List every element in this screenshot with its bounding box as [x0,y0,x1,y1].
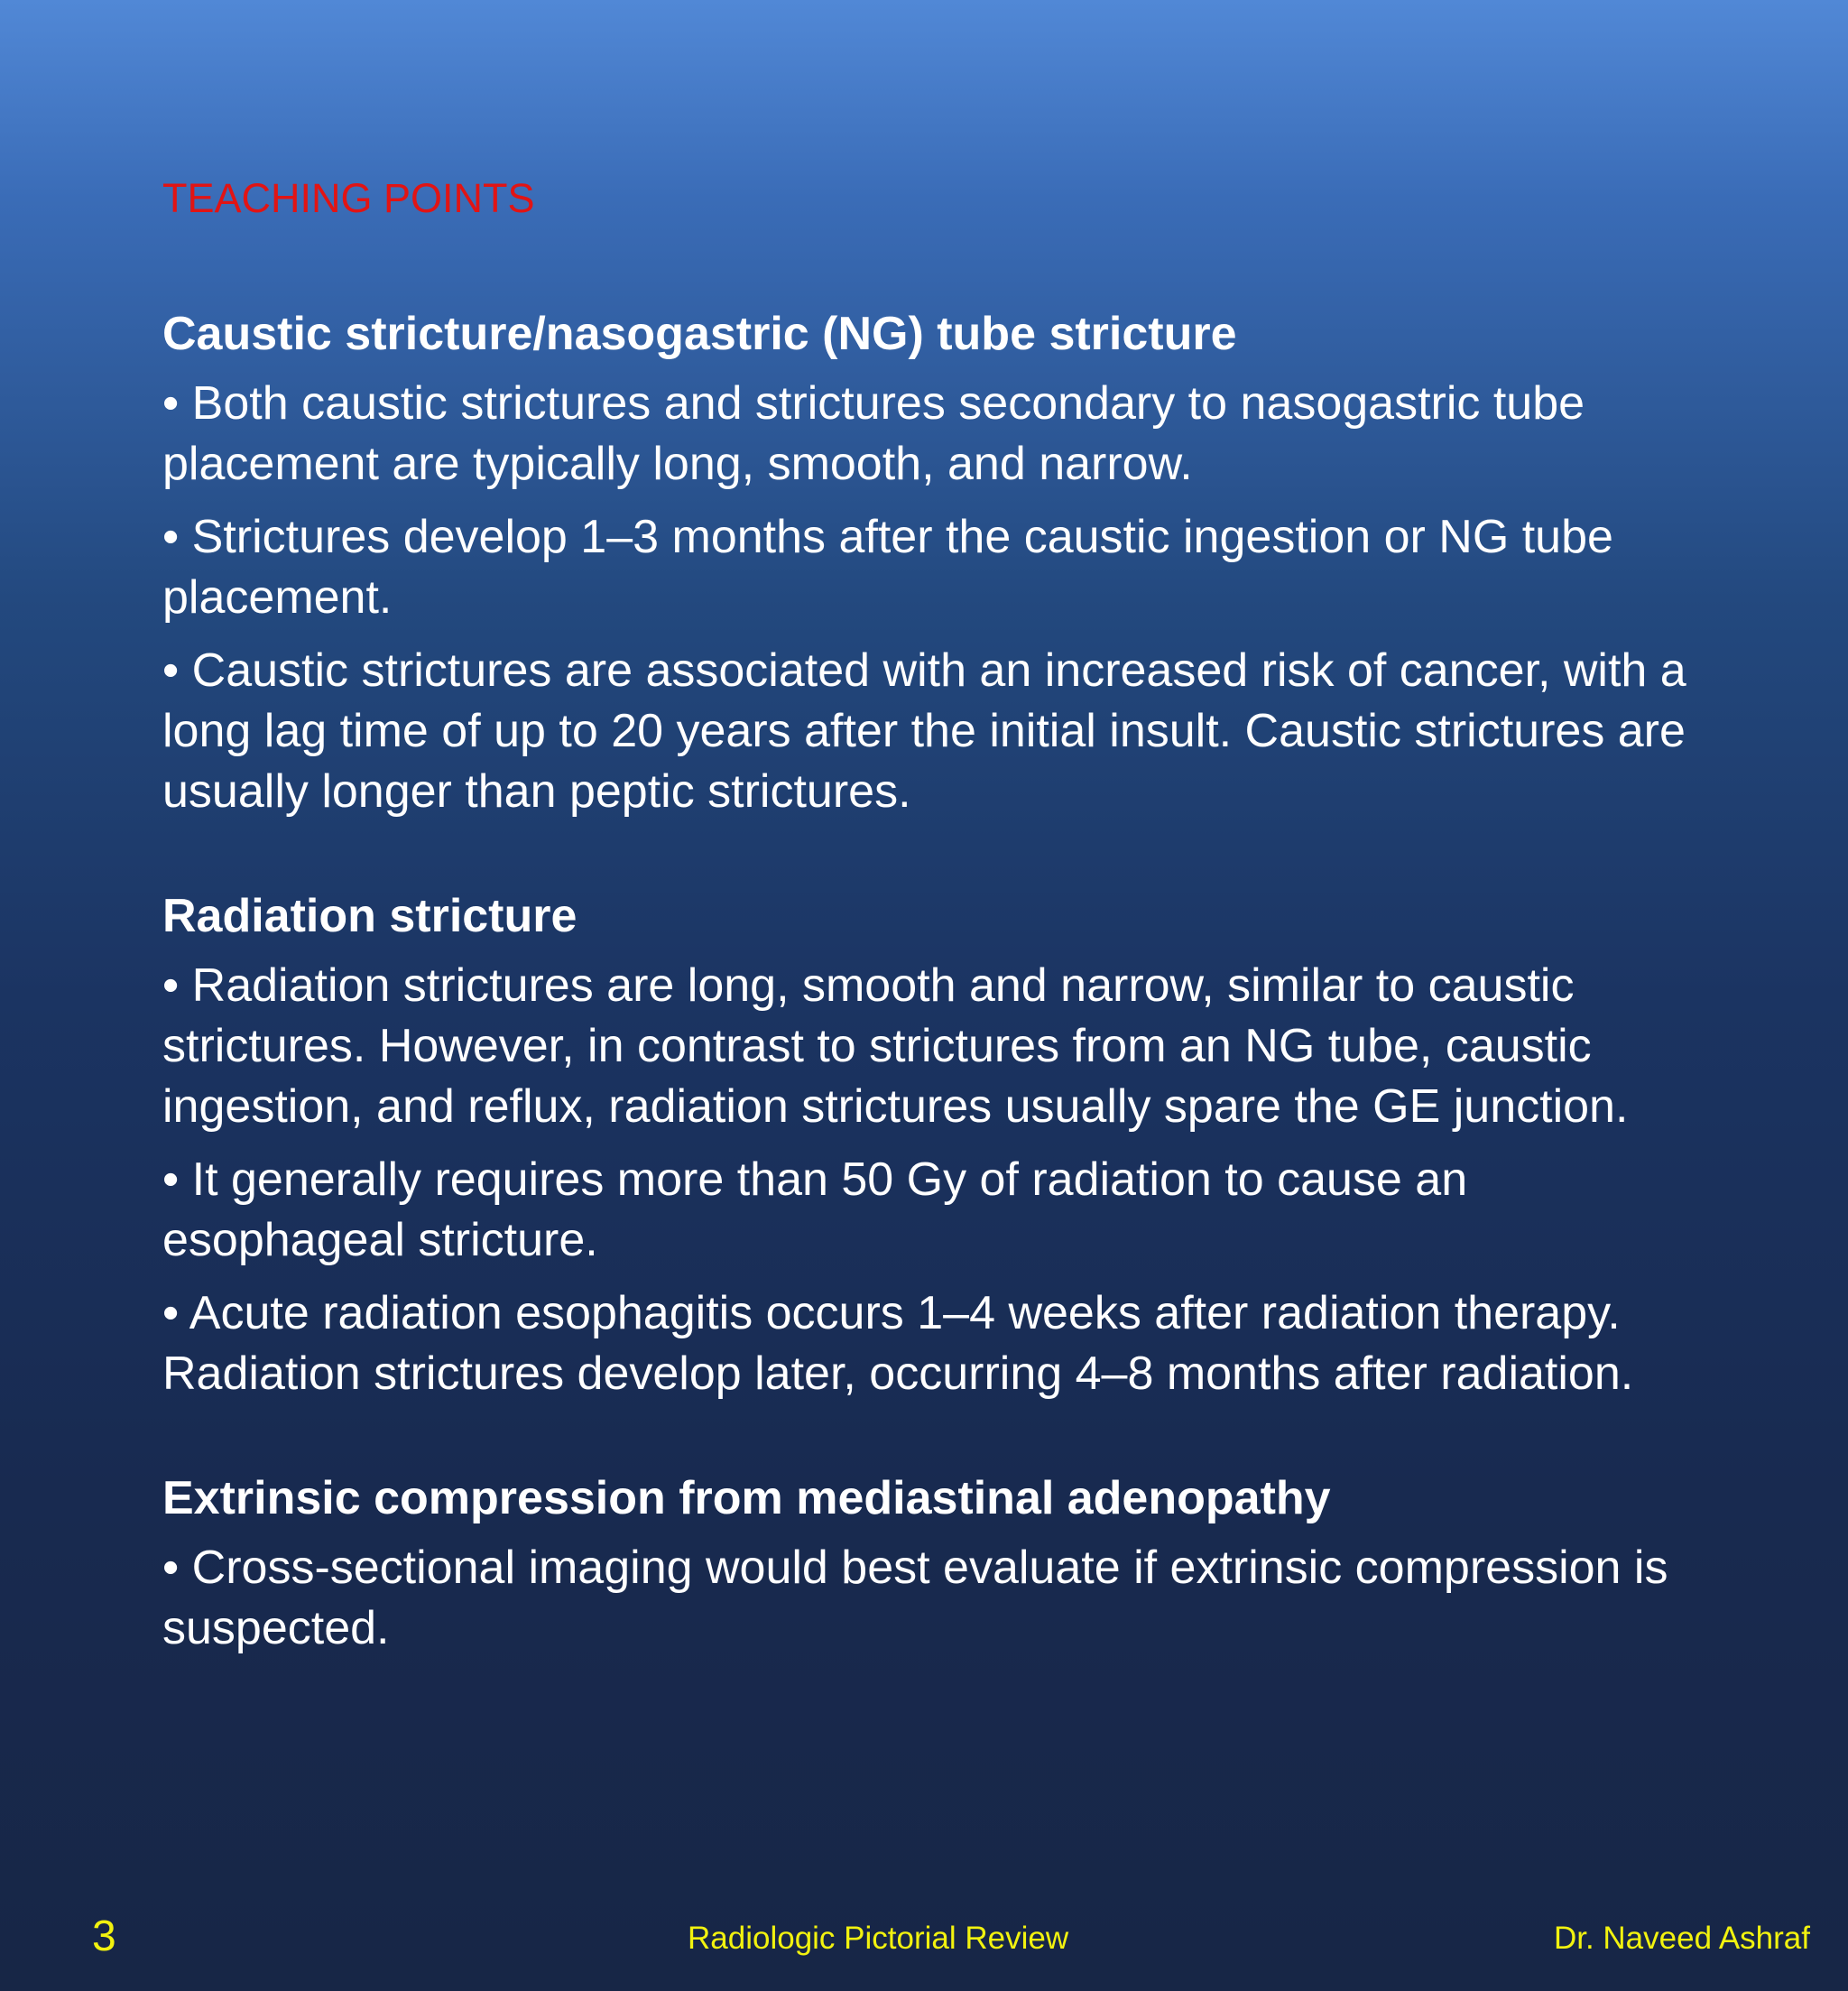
bullet-item: • Caustic strictures are associated with an increased risk of cancer, with a long lag time of up to 20 years after the initial insult. Caustic strictures are usually longer than peptic strictures. [162,644,1686,818]
section-radiation-stricture [162,887,1714,1404]
slide-footer [0,1912,1848,1966]
bullet-item: • Radiation strictures are long, smooth and narrow, similar to caustic strictures. However, in contrast to strictures from an NG tube, caustic ingestion, and reflux, radiation strictures usually spare the GE junction. [162,959,1629,1133]
footer-author: Dr. Naveed Ashraf [1553,1921,1810,1956]
bullet-item: • Cross-sectional imaging would best evaluate if extrinsic compression is suspected. [162,1542,1668,1654]
bullet-item: • Acute radiation esophagitis occurs 1–4 weeks after radiation therapy. Radiation strictures develop later, occurring 4–8 months after radiation. [162,1287,1634,1400]
bullet-item: • Both caustic strictures and strictures secondary to nasogastric tube placement are typically long, smooth, and narrow. [162,377,1585,490]
teaching-points-label: TEACHING POINTS [162,175,535,221]
slide-content [162,171,1714,1672]
section-extrinsic-compression [162,1469,1714,1659]
page-number: 3 [92,1912,116,1960]
bullet-item: • Strictures develop 1–3 months after the caustic ingestion or NG tube placement. [162,511,1613,624]
section-heading: Extrinsic compression from mediastinal adenopathy [162,1472,1331,1524]
section-caustic-stricture [162,305,1714,822]
section-heading: Caustic stricture/nasogastric (NG) tube stricture [162,308,1237,360]
section-heading: Radiation stricture [162,890,578,942]
footer-title: Radiologic Pictorial Review [688,1921,1069,1956]
bullet-item: • It generally requires more than 50 Gy of radiation to cause an esophageal stricture. [162,1153,1468,1266]
